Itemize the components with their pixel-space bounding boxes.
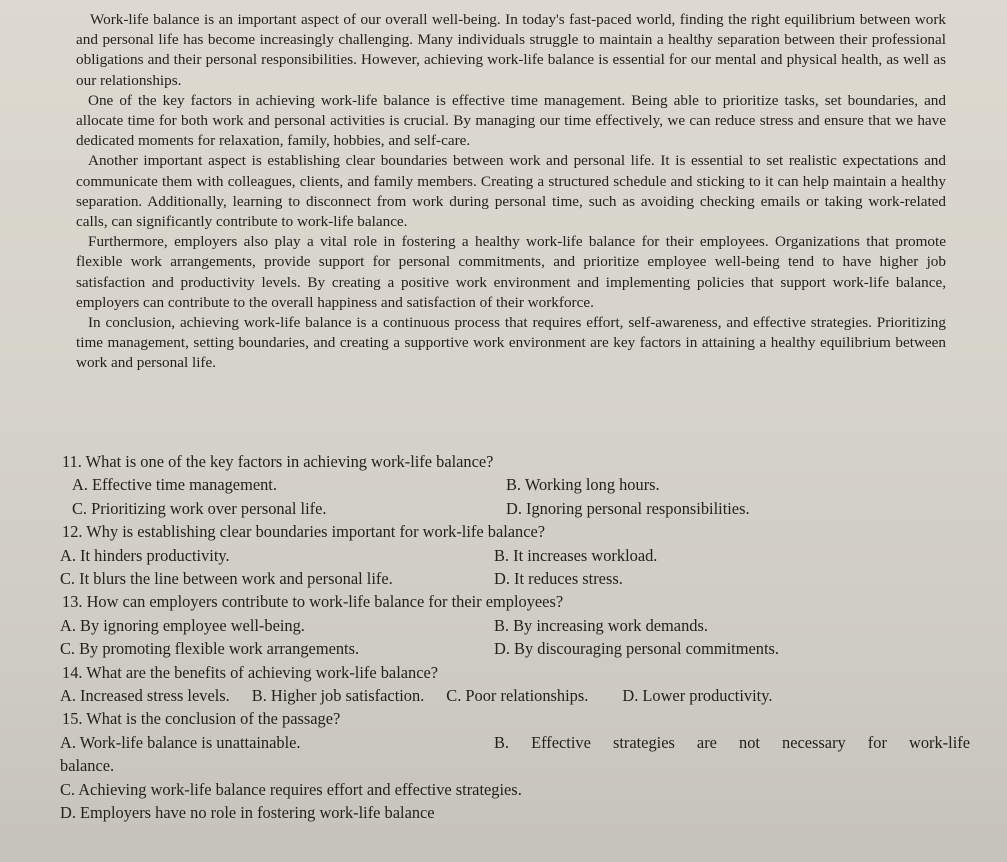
option-a: A. Effective time management. xyxy=(72,475,277,495)
question-12 xyxy=(60,520,970,590)
reading-passage xyxy=(76,10,946,374)
question-stem: 11. What is one of the key factors in achieving work-life balance? xyxy=(62,452,494,471)
question-14 xyxy=(60,661,970,708)
passage-paragraph-2: One of the key factors in achieving work-life balance is effective time management. Being able to prioritize tasks, set boundaries, and allocate time for both work and personal activities is crucial. By managing our time effectively, we can reduce stress and ensure that we have dedicated moments for relaxation, family, hobbies, and self-care. xyxy=(76,91,946,150)
passage-paragraph-3: Another important aspect is establishing clear boundaries between work and personal life. It is essential to set realistic expectations and communicate them with colleagues, clients, and family members. Creating a structured schedule and sticking to it can help maintain a healthy separation. Additionally, learning to disconnect from work during personal time, such as avoiding checking emails or taking work-related calls, can significantly contribute to work-life balance. xyxy=(76,152,946,231)
option-b: B. Working long hours. xyxy=(506,475,660,495)
option-d: D. It reduces stress. xyxy=(494,569,623,589)
option-c: C. Poor relationships. xyxy=(446,686,589,706)
option-b: B. Effective strategies are not necessary for work-life xyxy=(494,732,970,752)
option-a: A. Increased stress levels. xyxy=(60,686,230,706)
passage-paragraph-4: Furthermore, employers also play a vital role in fostering a healthy work-life balance for their employees. Organizations that promote flexible work arrangements, provide support for personal commitments, and prioritize employee well-being tend to have higher job satisfaction and productivity levels. By creating a positive work environment and implementing policies that support work-life balance, employers can contribute to the overall happiness and satisfaction of their workforce. xyxy=(76,233,946,311)
question-stem: 15. What is the conclusion of the passage? xyxy=(62,709,341,729)
question-stem: 14. What are the benefits of achieving work-life balance? xyxy=(62,662,439,682)
option-c: C. By promoting flexible work arrangements. xyxy=(60,639,360,659)
option-list xyxy=(60,731,970,825)
option-c: C. Prioritizing work over personal life. xyxy=(72,498,327,518)
question-15 xyxy=(60,707,970,824)
passage-paragraph-5: In conclusion, achieving work-life balance is a continuous process that requires effort, self-awareness, and effective strategies. Prioritizing time management, setting boundaries, and creating a supportive work environment are key factors in attaining a healthy equilibrium between work and personal life. xyxy=(76,314,946,372)
option-grid xyxy=(60,544,970,591)
option-row xyxy=(60,684,970,707)
question-11 xyxy=(60,450,970,520)
question-list xyxy=(60,450,970,825)
option-b: B. By increasing work demands. xyxy=(494,615,708,635)
question-stem: 13. How can employers contribute to work-life balance for their employees? xyxy=(62,592,564,612)
question-13 xyxy=(60,590,970,660)
passage-paragraph-1: Work-life balance is an important aspect of our overall well-being. In today's fast-paced world, finding the right equilibrium between work and personal life has become increasingly challenging. Many individuals struggle to maintain a healthy separation between their professional obligations and their personal responsibilities. However, achieving work-life balance is essential for our mental and physical health, as well as our relationships. xyxy=(76,11,946,89)
question-stem: 12. Why is establishing clear boundaries important for work-life balance? xyxy=(62,522,546,542)
option-grid xyxy=(60,614,970,661)
option-grid xyxy=(60,473,970,520)
option-c: C. It blurs the line between work and personal life. xyxy=(60,569,393,589)
option-c: C. Achieving work-life balance requires effort and effective strategies. xyxy=(60,779,522,799)
option-b-continued: balance. xyxy=(60,756,115,776)
option-b: B. Higher job satisfaction. xyxy=(251,686,425,706)
option-a: A. Work-life balance is unattainable. xyxy=(60,732,301,752)
option-d: D. Employers have no role in fostering work-life balance xyxy=(60,803,435,823)
option-a: A. It hinders productivity. xyxy=(60,545,230,565)
option-b: B. It increases workload. xyxy=(494,545,658,565)
option-d: D. By discouraging personal commitments. xyxy=(494,639,779,659)
option-d: D. Lower productivity. xyxy=(622,686,773,706)
option-d: D. Ignoring personal responsibilities. xyxy=(506,498,750,518)
option-a: A. By ignoring employee well-being. xyxy=(60,615,305,635)
